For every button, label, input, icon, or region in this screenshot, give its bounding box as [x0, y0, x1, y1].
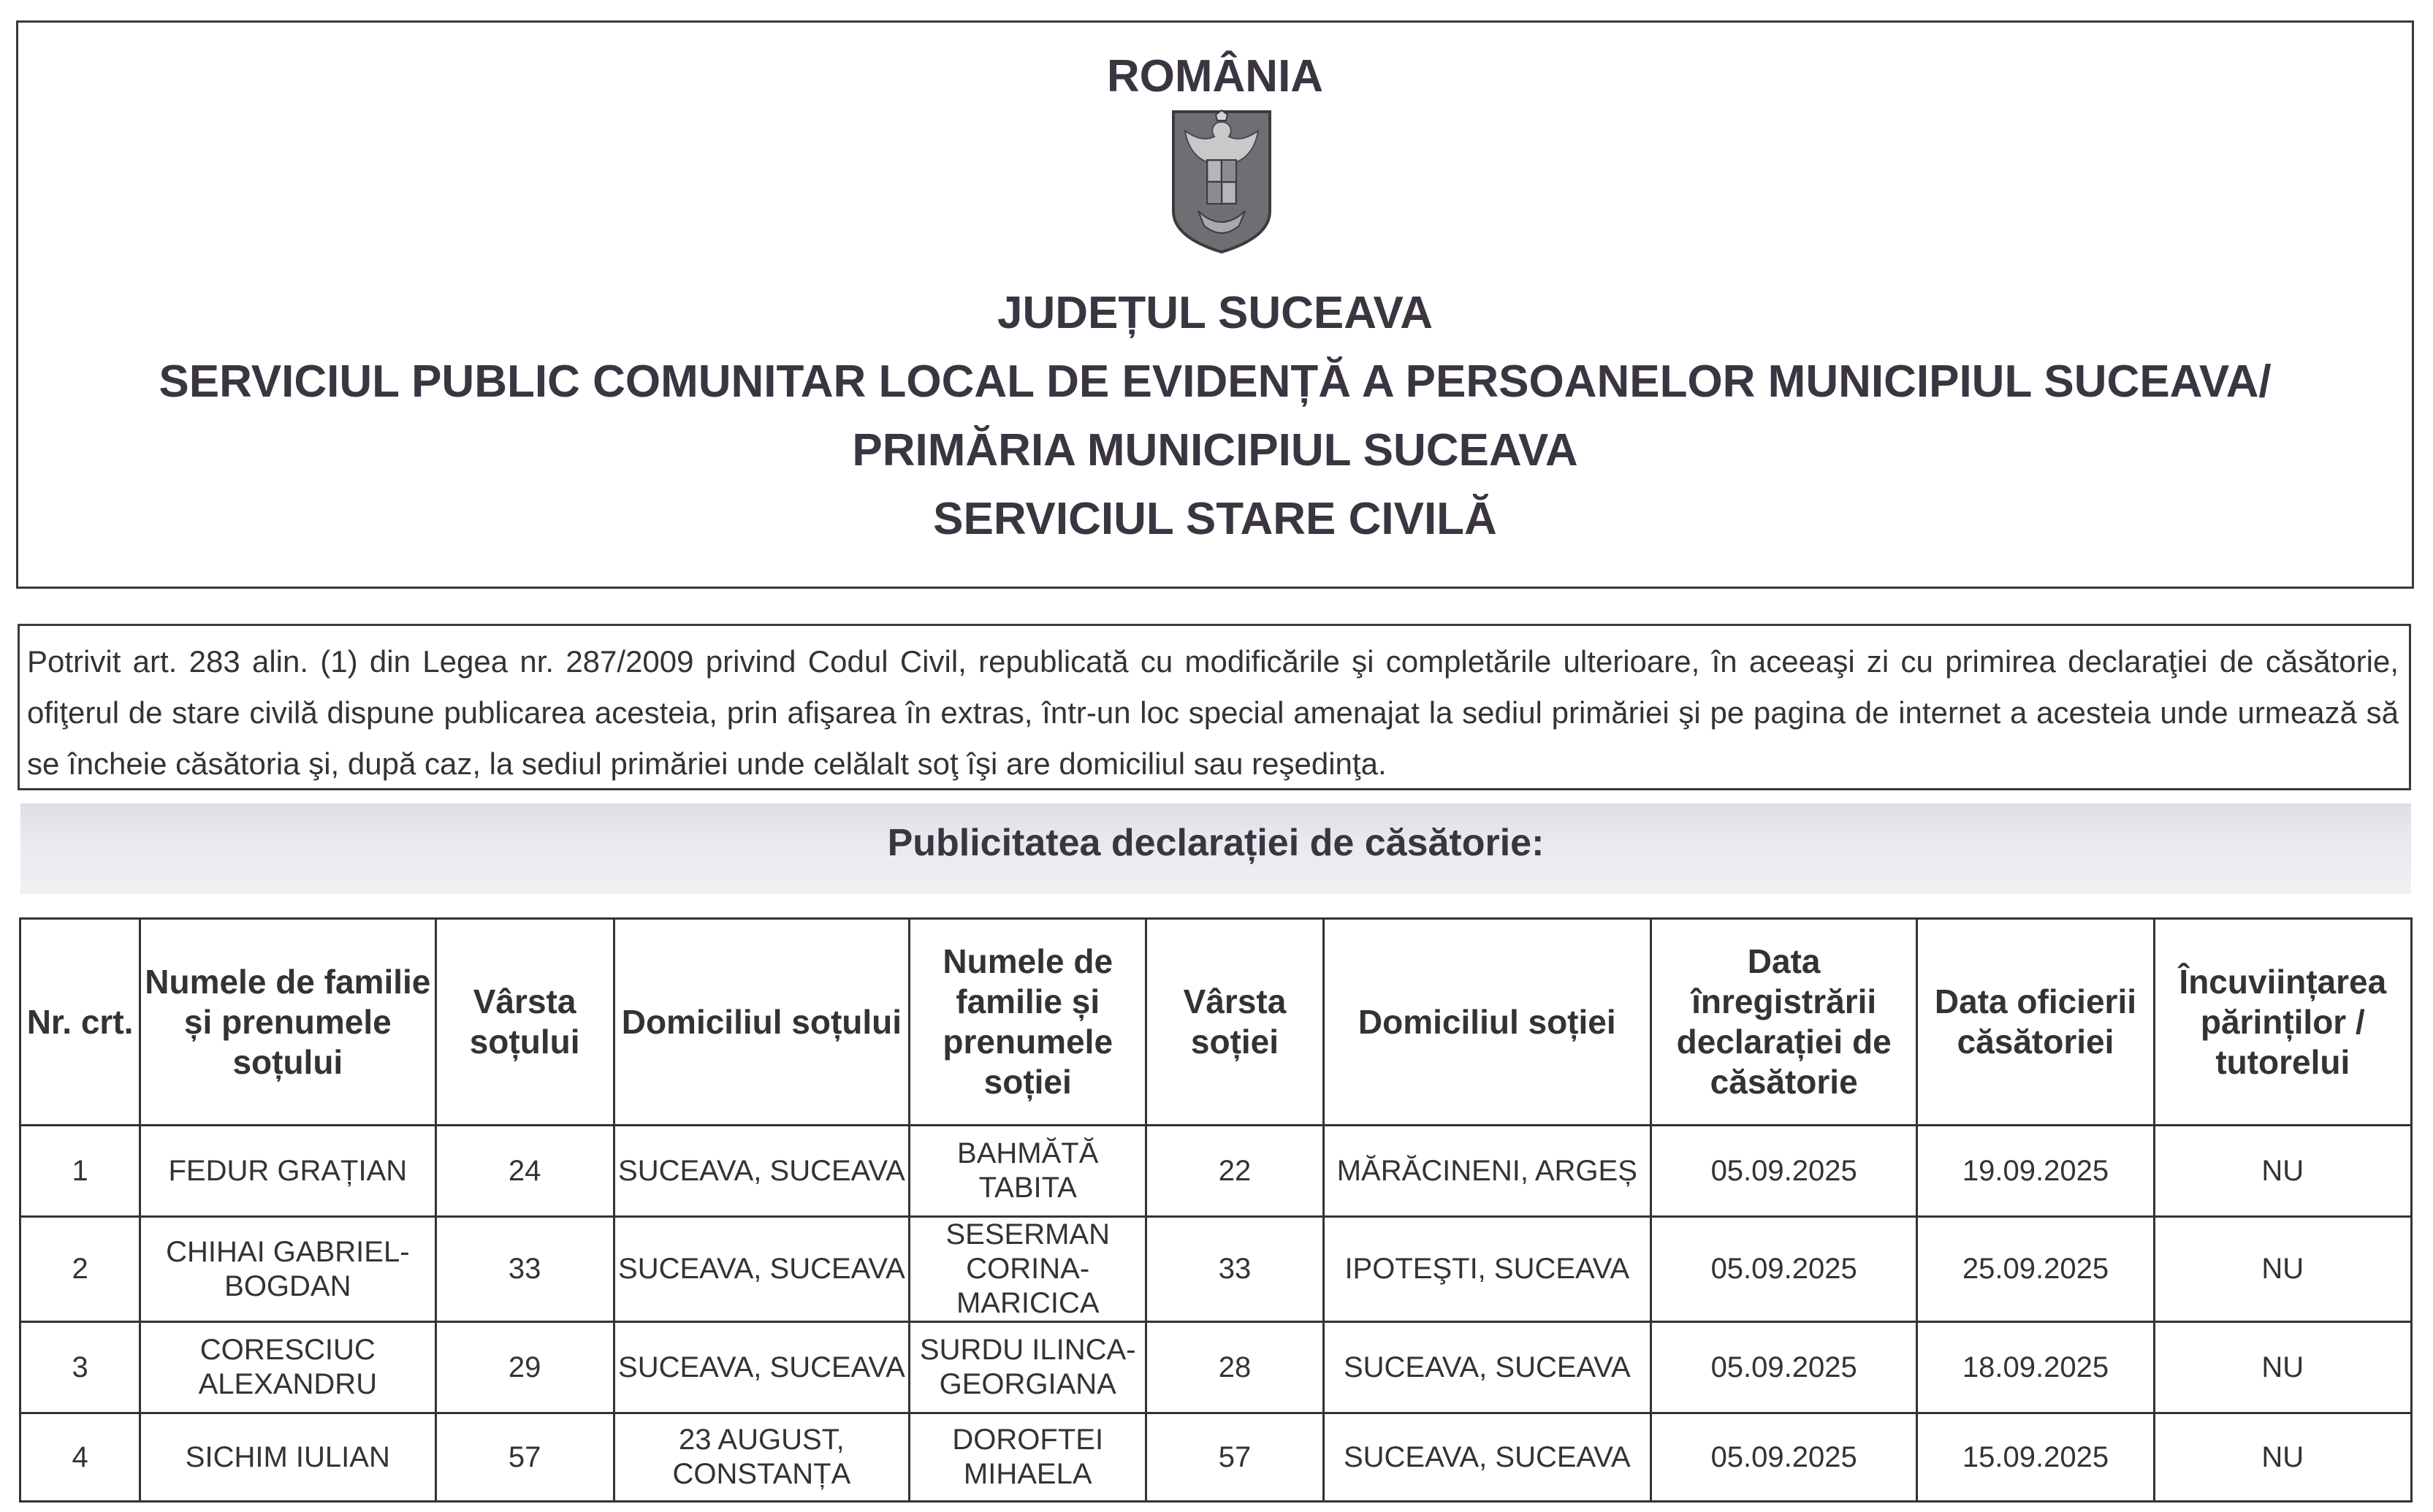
cell-husband-age: 57 [435, 1413, 614, 1502]
cell-husband-domicile: 23 AUGUST, CONSTANȚA [614, 1413, 909, 1502]
cell-parental-consent: NU [2154, 1217, 2411, 1322]
column-header-husband-age: Vârsta soțului [435, 919, 614, 1126]
table-header-row [20, 919, 2412, 1126]
cell-husband-name: CHIHAI GABRIEL-BOGDAN [140, 1217, 435, 1322]
marriage-declarations-table [19, 917, 2413, 1503]
cell-husband-age: 29 [435, 1322, 614, 1413]
cell-parental-consent: NU [2154, 1322, 2411, 1413]
table-row [20, 1217, 2412, 1322]
service-title-line1: SERVICIUL PUBLIC COMUNITAR LOCAL DE EVIDENȚĂ A PERSOANELOR MUNICIPIUL SUCEAVA/ [159, 356, 2272, 407]
coat-of-arms-icon [1169, 109, 1274, 255]
cell-marriage-date: 18.09.2025 [1917, 1322, 2154, 1413]
cell-wife-domicile: SUCEAVA, SUCEAVA [1323, 1322, 1650, 1413]
service-title-line2: PRIMĂRIA MUNICIPIUL SUCEAVA [852, 425, 1578, 476]
cell-wife-age: 57 [1146, 1413, 1323, 1502]
county-title: JUDEȚUL SUCEAVA [997, 288, 1433, 338]
cell-parental-consent: NU [2154, 1126, 2411, 1217]
cell-wife-domicile: SUCEAVA, SUCEAVA [1323, 1413, 1650, 1502]
cell-wife-domicile: MĂRĂCINENI, ARGEȘ [1323, 1126, 1650, 1217]
cell-wife-age: 22 [1146, 1126, 1323, 1217]
cell-wife-name: SESERMAN CORINA-MARICICA [910, 1217, 1146, 1322]
cell-husband-name: SICHIM IULIAN [140, 1413, 435, 1502]
cell-wife-name: SURDU ILINCA-GEORGIANA [910, 1322, 1146, 1413]
cell-nr: 1 [20, 1126, 140, 1217]
cell-marriage-date: 19.09.2025 [1917, 1126, 2154, 1217]
table-row [20, 1322, 2412, 1413]
cell-nr: 4 [20, 1413, 140, 1502]
column-header-husband-name: Numele de familie și prenumele soțului [140, 919, 435, 1126]
column-header-marriage-date: Data oficierii căsătoriei [1917, 919, 2154, 1126]
legal-notice: Potrivit art. 283 alin. (1) din Legea nr. 287/2009 privind Codul Civil, republicată cu modificările şi completările ulterioare, în aceeaşi zi cu primirea declaraţiei de căsătorie, ofiţerul de stare civilă dispune publicarea acesteia, prin afişarea în extras, într-un loc special amenajat la sediul primăriei şi pe pagina de internet a acesteia unde urmează să se încheie căsătoria şi, după caz, la sediul primăriei unde celălalt soţ îşi are domiciliul sau reşedinţa. [18, 624, 2411, 790]
section-title: Publicitatea declarației de căsătorie: [887, 822, 1545, 864]
header-box [16, 20, 2414, 589]
cell-husband-domicile: SUCEAVA, SUCEAVA [614, 1126, 909, 1217]
cell-registration-date: 05.09.2025 [1651, 1322, 1917, 1413]
column-header-wife-name: Numele de familie și prenumele soției [910, 919, 1146, 1126]
cell-registration-date: 05.09.2025 [1651, 1126, 1917, 1217]
cell-husband-age: 33 [435, 1217, 614, 1322]
country-title: ROMÂNIA [1106, 51, 1324, 102]
table-row [20, 1126, 2412, 1217]
cell-husband-domicile: SUCEAVA, SUCEAVA [614, 1322, 909, 1413]
column-header-wife-age: Vârsta soției [1146, 919, 1323, 1126]
cell-wife-age: 33 [1146, 1217, 1323, 1322]
cell-wife-age: 28 [1146, 1322, 1323, 1413]
column-header-registration-date: Data înregistrării declarației de căsătorie [1651, 919, 1917, 1126]
table-row [20, 1413, 2412, 1502]
cell-marriage-date: 25.09.2025 [1917, 1217, 2154, 1322]
cell-nr: 2 [20, 1217, 140, 1322]
cell-husband-age: 24 [435, 1126, 614, 1217]
cell-husband-domicile: SUCEAVA, SUCEAVA [614, 1217, 909, 1322]
column-header-parental-consent: Încuviințarea părinților / tutorelui [2154, 919, 2411, 1126]
section-title-band [20, 803, 2411, 894]
column-header-wife-domicile: Domiciliul soției [1323, 919, 1650, 1126]
cell-wife-name: BAHMĂTĂ TABITA [910, 1126, 1146, 1217]
cell-registration-date: 05.09.2025 [1651, 1217, 1917, 1322]
cell-husband-name: FEDUR GRAȚIAN [140, 1126, 435, 1217]
cell-husband-name: CORESCIUC ALEXANDRU [140, 1322, 435, 1413]
cell-marriage-date: 15.09.2025 [1917, 1413, 2154, 1502]
cell-registration-date: 05.09.2025 [1651, 1413, 1917, 1502]
column-header-husband-domicile: Domiciliul soțului [614, 919, 909, 1126]
cell-wife-domicile: IPOTEŞTI, SUCEAVA [1323, 1217, 1650, 1322]
column-header-nr: Nr. crt. [20, 919, 140, 1126]
cell-parental-consent: NU [2154, 1413, 2411, 1502]
cell-wife-name: DOROFTEI MIHAELA [910, 1413, 1146, 1502]
service-title-line3: SERVICIUL STARE CIVILĂ [933, 494, 1497, 544]
cell-nr: 3 [20, 1322, 140, 1413]
